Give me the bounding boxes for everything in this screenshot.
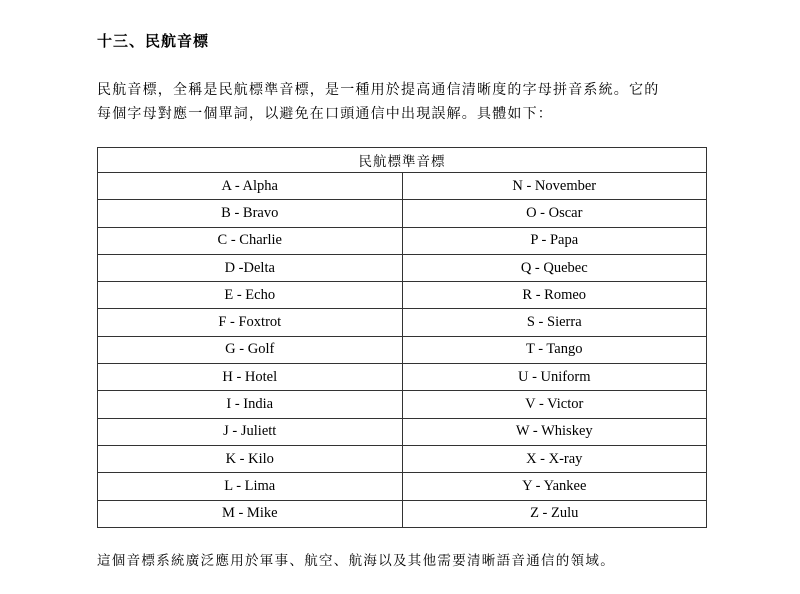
table-cell-right: W - Whiskey [402,418,707,445]
table-row [98,364,707,391]
table-row [98,473,707,500]
table-cell-right: X - X-ray [402,445,707,472]
table-cell-left: E - Echo [98,282,403,309]
table-row [98,418,707,445]
phonetic-alphabet-table [97,147,707,528]
table-row [98,445,707,472]
table-row [98,227,707,254]
table-row [98,282,707,309]
table-row [98,500,707,527]
table-cell-left: G - Golf [98,336,403,363]
table-cell-left: K - Kilo [98,445,403,472]
table-title: 民航標準音標 [98,148,707,173]
table-cell-left: D -Delta [98,254,403,281]
intro-paragraph [97,78,717,126]
table-row [98,309,707,336]
table-cell-left: L - Lima [98,473,403,500]
table-cell-left: F - Foxtrot [98,309,403,336]
table-cell-right: V - Victor [402,391,707,418]
intro-line-2: 每個字母對應一個單詞，以避免在口頭通信中出現誤解。具體如下： [97,106,553,122]
table-cell-right: S - Sierra [402,309,707,336]
table-cell-right: Z - Zulu [402,500,707,527]
table-cell-left: A - Alpha [98,173,403,200]
table-row [98,391,707,418]
intro-line-1: 民航音標，全稱是民航標準音標，是一種用於提高通信清晰度的字母拼音系統。它的 [97,82,660,98]
table-cell-left: M - Mike [98,500,403,527]
table-cell-left: I - India [98,391,403,418]
table-cell-right: O - Oscar [402,200,707,227]
table-row [98,336,707,363]
table-cell-right: P - Papa [402,227,707,254]
table-cell-left: B - Bravo [98,200,403,227]
table-cell-left: J - Juliett [98,418,403,445]
table-cell-right: Q - Quebec [402,254,707,281]
table-cell-left: C - Charlie [98,227,403,254]
table-cell-right: R - Romeo [402,282,707,309]
table-cell-left: H - Hotel [98,364,403,391]
table-row [98,254,707,281]
table-cell-right: N - November [402,173,707,200]
table-cell-right: T - Tango [402,336,707,363]
table-cell-right: Y - Yankee [402,473,707,500]
section-heading: 十三、民航音標 [97,32,210,50]
table-row [98,200,707,227]
table-cell-right: U - Uniform [402,364,707,391]
table-header-row [98,148,707,173]
footer-paragraph: 這個音標系統廣泛應用於軍事、航空、航海以及其他需要清晰語音通信的領域。 [97,553,615,569]
table-row [98,173,707,200]
